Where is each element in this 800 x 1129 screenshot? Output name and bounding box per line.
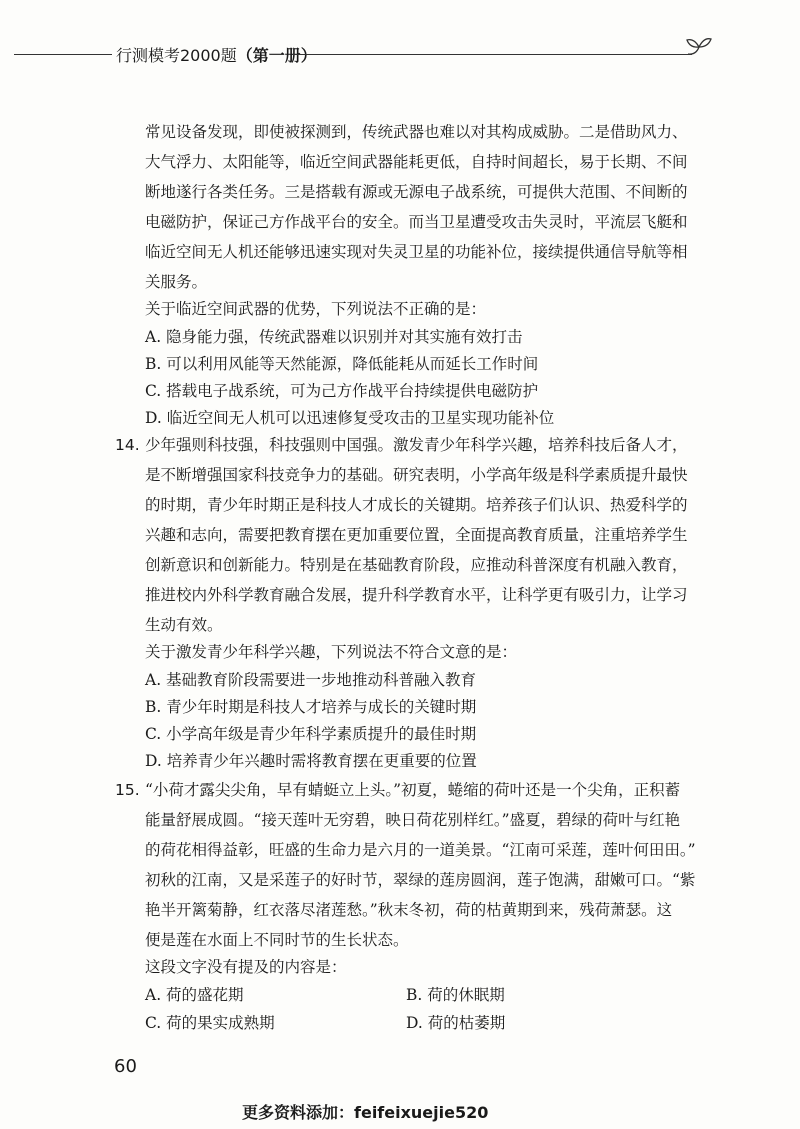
passage-line: 创新意识和创新能力。特别是在基础教育阶段，应推动科普深度有机融入教育， [145,556,688,574]
q15-option-c: C. 荷的果实成熟期 [145,1014,275,1032]
passage-line: 的荷花相得益彰，旺盛的生命力是六月的一道美景。“江南可采莲，莲叶何田田。” [145,841,696,859]
q14-option-d: D. 培养青少年兴趣时需将教育摆在更重要的位置 [145,752,477,770]
q15-option-d: D. 荷的枯萎期 [406,1014,506,1032]
q15-question: 这段文字没有提及的内容是： [145,958,347,976]
passage-line: 的时期，青少年时期正是科技人才成长的关键期。培养孩子们认识、热爱科学的 [145,496,688,514]
passage-line: 断地遂行各类任务。三是搭载有源或无源电子战系统，可提供大范围、不间断的 [145,183,688,201]
q15-number: 15. [115,781,140,799]
passage-line: 少年强则科技强，科技强则中国强。激发青少年科学兴趣，培养科技后备人才， [145,436,688,454]
book-title: 行测模考2000题 [116,46,237,65]
passage-line: 关服务。 [145,273,208,291]
passage-line: 临近空间无人机还能够迅速实现对失灵卫星的功能补位，接续提供通信导航等相 [145,243,688,261]
q15-option-a: A. 荷的盛花期 [145,986,244,1004]
q15-option-b: B. 荷的休眠期 [406,986,505,1004]
page-number: 60 [114,1056,137,1077]
passage-line: 推进校内外科学教育融合发展，提升科学教育水平，让科学更有吸引力，让学习 [145,586,688,604]
q13-option-b: B. 可以利用风能等天然能源，降低能耗从而延长工作时间 [145,355,539,373]
q14-question: 关于激发青少年科学兴趣，下列说法不符合文意的是： [145,643,518,661]
q14-option-c: C. 小学高年级是青少年科学素质提升的最佳时期 [145,725,477,743]
passage-line: 电磁防护，保证己方作战平台的安全。而当卫星遭受攻击失灵时，平流层飞艇和 [145,213,688,231]
passage-line: 初秋的江南，又是采莲子的好时节，翠绿的莲房圆润，莲子饱满，甜嫩可口。“紫 [145,871,696,889]
passage-line: 便是莲在水面上不同时节的生长状态。 [145,931,409,949]
q13-question: 关于临近空间武器的优势，下列说法不正确的是： [145,300,487,318]
passage-line: 大气浮力、太阳能等，临近空间武器能耗更低，自持时间超长，易于长期、不间 [145,153,688,171]
passage-line: 生动有效。 [145,616,223,634]
q13-option-c: C. 搭载电子战系统，可为己方作战平台持续提供电磁防护 [145,382,539,400]
volume-label: （第一册） [236,46,317,65]
footer-note: 更多资料添加：feifeixuejie520 [242,1103,489,1122]
passage-line: “小荷才露尖尖角，早有蜻蜓立上头。”初夏，蜷缩的荷叶还是一个尖角，正积蓄 [145,781,681,799]
passage-line: 常见设备发现，即使被探测到，传统武器也难以对其构成威胁。二是借助风力、 [145,123,688,141]
q13-option-a: A. 隐身能力强，传统武器难以识别并对其实施有效打击 [145,328,523,346]
passage-line: 能量舒展成圆。“接天莲叶无穷碧，映日荷花别样红。”盛夏，碧绿的荷叶与红艳 [145,811,681,829]
passage-line: 兴趣和志向，需要把教育摆在更加重要位置，全面提高教育质量，注重培养学生 [145,526,688,544]
passage-line: 是不断增强国家科技竞争力的基础。研究表明，小学高年级是科学素质提升最快 [145,466,688,484]
q14-number: 14. [115,436,140,454]
passage-line: 艳半开篱菊静，红衣落尽渚莲愁。”秋末冬初，荷的枯黄期到来，残荷萧瑟。这 [145,901,673,919]
q14-option-a: A. 基础教育阶段需要进一步地推动科普融入教育 [145,671,477,689]
q13-option-d: D. 临近空间无人机可以迅速修复受攻击的卫星实现功能补位 [145,409,555,427]
q14-option-b: B. 青少年时期是科技人才培养与成长的关键时期 [145,698,477,716]
